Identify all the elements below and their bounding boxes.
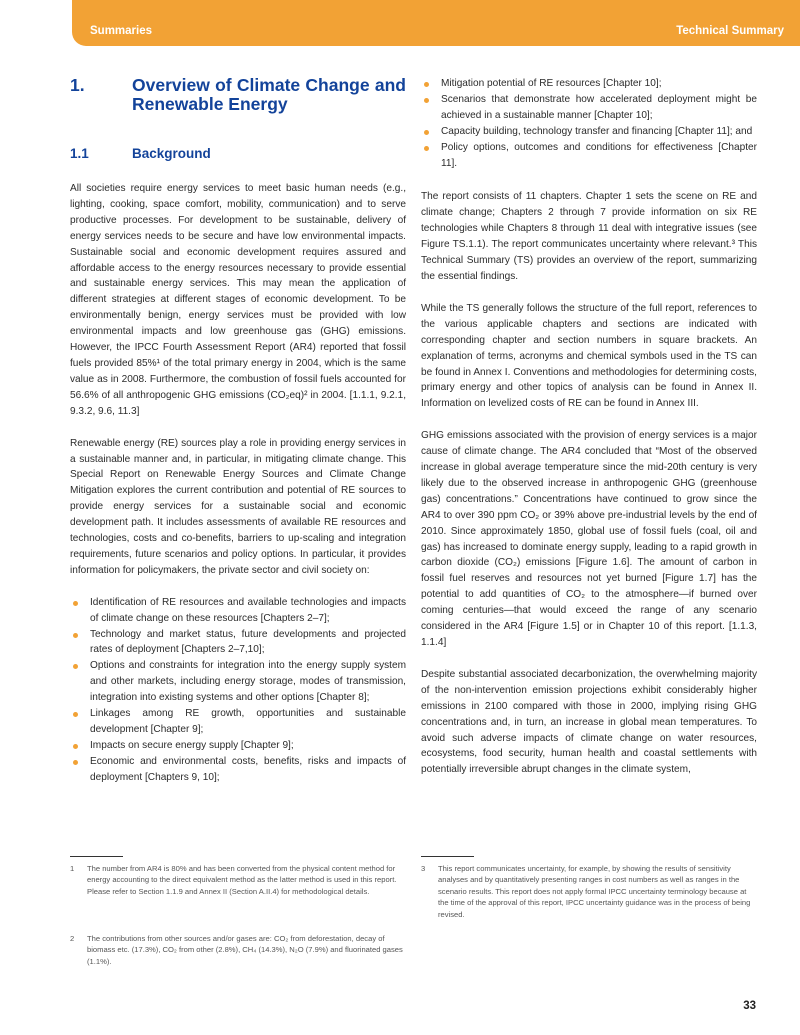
footnote: [70, 933, 406, 967]
footnote-number: 1: [70, 864, 75, 873]
paragraph: While the TS generally follows the structure of the full report, references to the various applicable chapters and sections are indicated with corresponding chapter and section numbers in square brackets. An explanation of terms, acronyms and chemical symbols used in the TS can be found in Annex I. Conventions and methodologies for determining costs, primary energy and other topics of analysis can be found in Annex II. Information on levelized costs of RE can be found in Annex III.: [421, 302, 757, 410]
paragraph: Despite substantial associated decarbonization, the overwhelming majority of the non-intervention emission projections exhibit considerably higher emissions in 2100 compared with those in 2000, implying rising GHG concentrations and, in turn, an increase in global mean temperatures. To avoid such adverse impacts of climate change on water resources, ecosystems, food security, human health and coastal settlements with potentially irreversible abrupt changes in the climate system,: [421, 668, 757, 776]
footnote: [421, 863, 757, 920]
right-column: [421, 76, 757, 794]
bullet-list: [421, 76, 757, 171]
list-item: Mitigation potential of RE resources [Chapter 10];: [421, 76, 757, 92]
footnote-text: The number from AR4 is 80% and has been converted from the physical content method for energy accounting to the direct equivalent method as the latter method is used in this report. Please refer to Section 1.1.9 and Annex II (Section A.II.4) for methodological details.: [87, 864, 397, 896]
list-item: Technology and market status, future developments and projected rates of deployment [Chapters 2–7,10];: [70, 627, 406, 659]
footnote-text: The contributions from other sources and/or gases are: CO₂ from deforestation, decay of biomass etc. (17.3%), CO₂ from other (2.8%), CH₄ (14.3%), N₂O (7.9%) and fluorinated gases (1.1%).: [87, 934, 403, 966]
section-title: Overview of Climate Change and Renewable Energy: [132, 75, 406, 114]
paragraph: GHG emissions associated with the provision of energy services is a major cause of climate change. The AR4 concluded that “Most of the observed increase in global average temperature since the mid-20th century is very likely due to the observed increase in anthropogenic GHG (greenhouse gas) concentrations.” Concentrations have continued to grow since the AR4 to over 390 ppm CO₂ or 39% above pre-industrial levels by the end of 2010. Since approximately 1850, global use of fossil fuels (coal, oil and gas) has increased to dominate energy supply, leading to a rapid growth in carbon dioxide (CO₂) emissions [Figure 1.6]. The amount of carbon in fossil fuel reserves and resources not yet burned [Figure 1.7] has the potential to add quantities of CO₂ to the atmosphere—if burned over coming centuries—that would exceed the range of any scenario considered in the AR4 [Figure 1.5] or in Chapter 10 of this report. [1.1.3, 1.1.4]: [421, 430, 757, 648]
list-item: Scenarios that demonstrate how accelerated deployment might be achieved in a sustainable manner [Chapter 10];: [421, 92, 757, 124]
paragraph: All societies require energy services to meet basic human needs (e.g., lighting, cooking, space comfort, mobility, communication) and to serve productive processes. For development to be sustainable, delivery of energy services needs to be secure and have low environmental impacts. Sustainable social and economic development requires assured and affordable access to the energy resources necessary to provide essential and sustainable energy services. This may mean the application of different strategies at different stages of economic development. To be environmentally benign, energy services must be provided with low environmental impacts and low greenhouse gas (GHG) emissions. However, the IPCC Fourth Assessment Report (AR4) reported that fossil fuels provided 85%¹ of the total primary energy in 2004, which is the same value as in 2008. Furthermore, the combustion of fossil fuels accounted for 56.6% of all anthropogenic GHG emissions (CO₂eq)² in 2004. [1.1.1, 9.2.1, 9.3.2, 9.6, 11.3]: [70, 183, 406, 417]
left-column: [70, 76, 406, 802]
list-item: Linkages among RE growth, opportunities and sustainable development [Chapter 9];: [70, 706, 406, 738]
footnote-text: This report communicates uncertainty, for example, by showing the results of sensitivity analyses and by quantitatively presenting ranges in cost numbers as well as ranges in the scenario results. This report does not apply formal IPCC uncertainty terminology because at the time of the approval of this report, IPCC uncertainty guidance was in the process of being revised.: [438, 864, 751, 919]
list-item: Economic and environmental costs, benefits, risks and impacts of deployment [Chapters 9, 10];: [70, 754, 406, 786]
list-item: Options and constraints for integration into the energy supply system and other markets, including energy storage, modes of transmission, integration into existing systems and other options [Chapter 8];: [70, 658, 406, 706]
running-header: [72, 0, 800, 46]
list-item: Identification of RE resources and available technologies and impacts of climate change on these resources [Chapters 2–7];: [70, 595, 406, 627]
list-item: Policy options, outcomes and conditions for effectiveness [Chapter 11].: [421, 140, 757, 172]
section-heading: [70, 76, 406, 114]
subsection-number: 1.1: [70, 146, 89, 161]
footnote: [70, 863, 406, 897]
header-section-label: Summaries: [90, 25, 153, 37]
section-number: 1.: [70, 75, 85, 95]
paragraph: Renewable energy (RE) sources play a role in providing energy services in a sustainable manner and, in particular, in mitigating climate change. This Special Report on Renewable Energy Sources and Climate Change Mitigation explores the current contribution and potential of RE sources to provide energy services for a sustainable social and economic development path. It includes assessments of available RE resources and technologies, costs and co-benefits, barriers to up-scaling and integration requirements, future scenarios and policy options. In particular, it provides information for policymakers, the private sector and civil society on:: [70, 437, 406, 576]
page-number: 33: [743, 1000, 756, 1012]
list-item: Impacts on secure energy supply [Chapter 9];: [70, 738, 406, 754]
paragraph: The report consists of 11 chapters. Chapter 1 sets the scene on RE and climate change; Chapters 2 through 7 provide information on six RE technologies while Chapters 8 through 11 deal with integrative issues (see Figure TS.1.1). The report communicates uncertainty where relevant.³ This Technical Summary (TS) provides an overview of the report, summarizing the essential findings.: [421, 191, 757, 282]
footnote-number: 2: [70, 934, 75, 943]
footnote-number: 3: [421, 864, 426, 873]
subsection-heading: [70, 146, 406, 162]
footnote-divider: [421, 856, 474, 857]
list-item: Capacity building, technology transfer and financing [Chapter 11]; and: [421, 124, 757, 140]
footnote-divider: [70, 856, 123, 857]
bullet-list: [70, 595, 406, 786]
subsection-title: Background: [132, 146, 211, 161]
header-document-label: Technical Summary: [676, 25, 784, 37]
